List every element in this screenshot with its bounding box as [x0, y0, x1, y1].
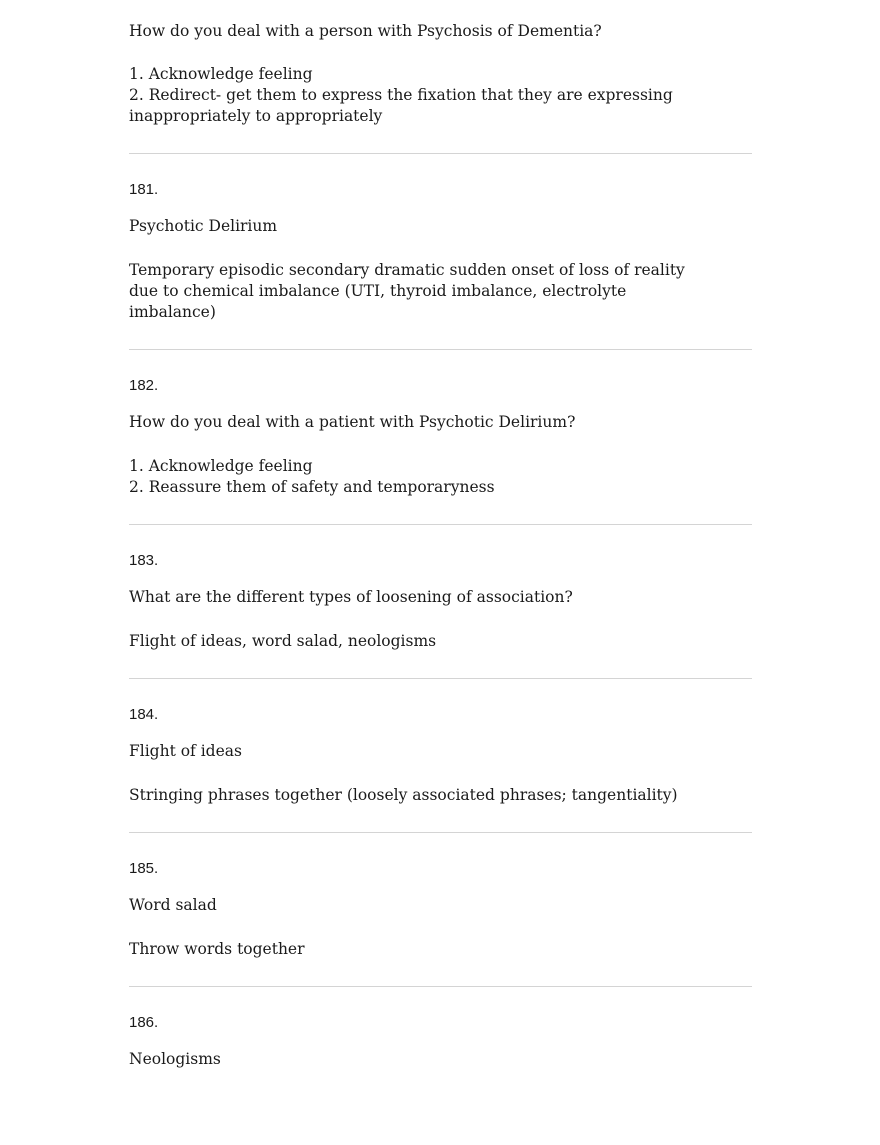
card-term: How do you deal with a person with Psychosis of Dementia?: [129, 22, 602, 40]
definition-line: Stringing phrases together (loosely associated phrases; tangentiality): [129, 786, 678, 804]
card-definition: [129, 785, 752, 806]
card-term: How do you deal with a patient with Psychotic Delirium?: [129, 413, 576, 431]
definition-line: Throw words together: [129, 940, 305, 958]
flashcard-186: [129, 1013, 752, 1119]
definition-line: Temporary episodic secondary dramatic sudden onset of loss of reality: [129, 261, 685, 279]
definition-line: 2. Redirect- get them to express the fixation that they are expressing: [129, 86, 673, 104]
card-term: What are the different types of loosening of association?: [129, 588, 573, 606]
card-number: 181.: [129, 181, 159, 198]
definition-line: imbalance): [129, 303, 216, 321]
card-definition: [129, 939, 752, 960]
flashcard-180: [129, 21, 752, 154]
flashcard-185: [129, 859, 752, 987]
flashcard-181: [129, 180, 752, 350]
card-definition: [129, 260, 752, 323]
card-number: 183.: [129, 552, 159, 569]
card-definition: [129, 456, 752, 498]
flashcard-182: [129, 376, 752, 525]
definition-line: due to chemical imbalance (UTI, thyroid imbalance, electrolyte: [129, 282, 627, 300]
flashcard-list: [129, 21, 752, 1145]
flashcard-184: [129, 705, 752, 833]
definition-line: inappropriately to appropriately: [129, 107, 383, 125]
card-number: 184.: [129, 706, 159, 723]
card-number: 186.: [129, 1014, 159, 1031]
card-term: Flight of ideas: [129, 742, 242, 760]
card-term: Neologisms: [129, 1050, 221, 1068]
definition-line: 1. Acknowledge feeling: [129, 65, 313, 83]
flashcard-183: [129, 551, 752, 679]
definition-line: 2. Reassure them of safety and temporaryness: [129, 478, 495, 496]
card-number: 182.: [129, 377, 159, 394]
card-definition: [129, 64, 752, 127]
card-term: Psychotic Delirium: [129, 217, 278, 235]
card-term: Word salad: [129, 896, 217, 914]
card-number: 185.: [129, 860, 159, 877]
definition-line: 1. Acknowledge feeling: [129, 457, 313, 475]
card-definition: [129, 631, 752, 652]
definition-line: Flight of ideas, word salad, neologisms: [129, 632, 437, 650]
